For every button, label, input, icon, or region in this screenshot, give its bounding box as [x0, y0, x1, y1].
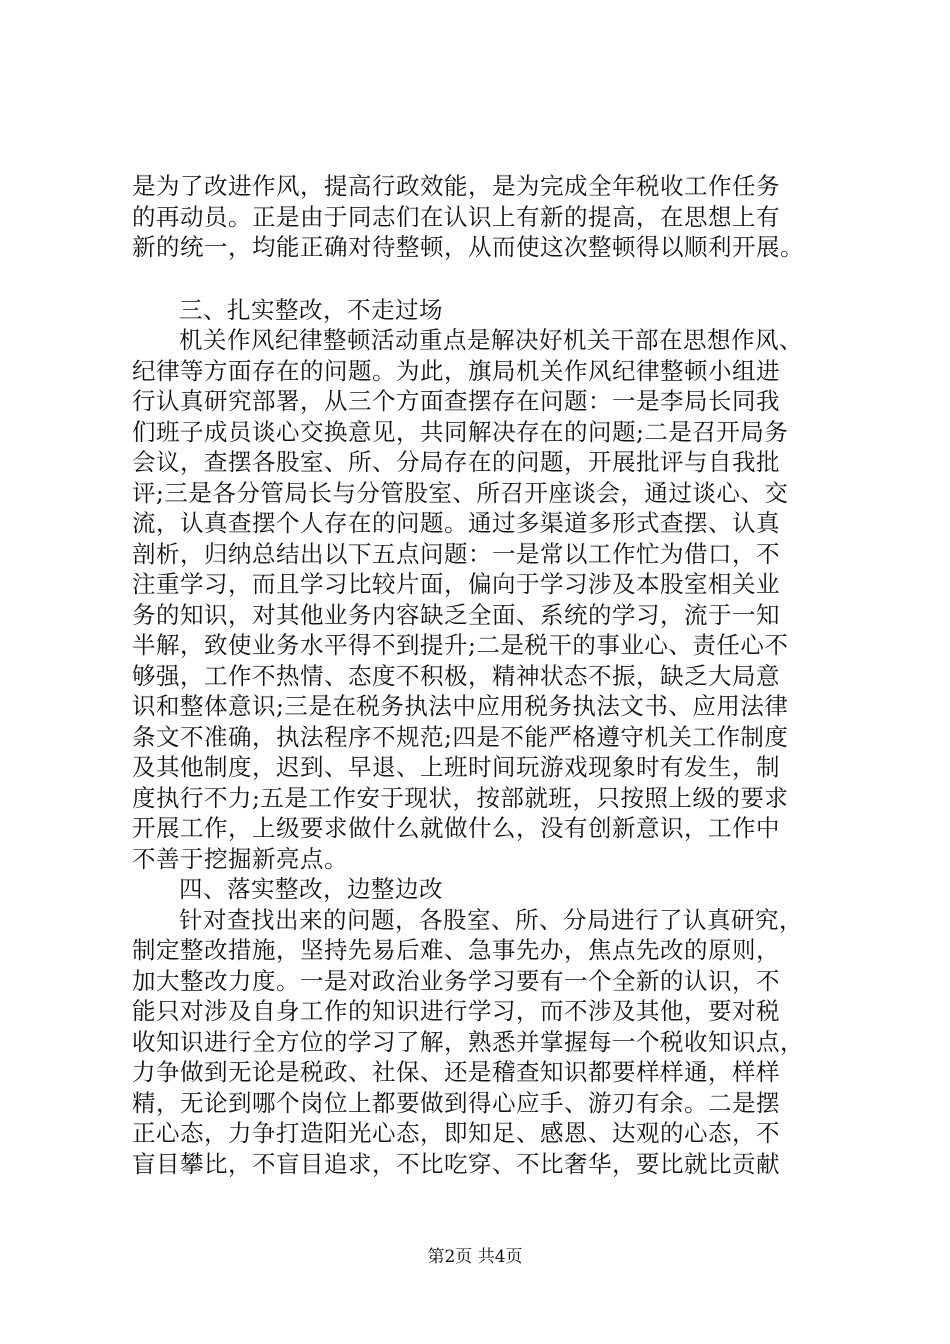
text-line: 够强，工作不热情、态度不积极，精神状态不振，缺乏大局意 [132, 661, 780, 690]
paragraph-gap [132, 263, 852, 295]
text-line: 度执行不力;五是工作安于现状，按部就班，只按照上级的要求 [132, 783, 789, 812]
text-line: 制定整改措施，坚持先易后难、急事先办，焦点先改的原则， [132, 936, 780, 964]
text-line: 及其他制度，迟到、早退、上班时间玩游戏现象时有发生，制 [132, 753, 780, 781]
section-heading-4: 四、落实整改，边整边改 [179, 875, 443, 903]
text-line: 盲目攀比，不盲目追求，不比吃穿、不比奢华，要比就比贡献 [132, 1149, 780, 1178]
text-line: 们班子成员谈心交换意见，共同解决存在的问题;二是召开局务 [132, 417, 789, 446]
text-line: 新的统一，均能正确对待整顿，从而使这次整顿得以顺利开展。 [132, 233, 804, 261]
text-line: 开展工作，上级要求做什么就做什么，没有创新意识，工作中 [132, 814, 780, 842]
text-line: 的再动员。正是由于同志们在认识上有新的提高，在思想上有 [132, 202, 780, 231]
text-line: 流，认真查摆个人存在的问题。通过多渠道多形式查摆、认真 [132, 509, 780, 537]
text-line: 会议，查摆各股室、所、分局存在的问题，开展批评与自我批 [132, 448, 780, 476]
text-line: 识和整体意识;三是在税务执法中应用税务执法文书、应用法律 [132, 692, 789, 720]
text-line: 评;三是各分管局长与分管股室、所召开座谈会，通过谈心、交 [132, 478, 789, 507]
document-body [132, 171, 852, 1179]
text-line: 行认真研究部署，从三个方面查摆存在问题：一是李局长同我 [132, 387, 780, 415]
text-line: 力争做到无论是税政、社保、还是稽查知识都要样样通，样样 [132, 1058, 780, 1086]
text-line: 能只对涉及自身工作的知识进行学习，而不涉及其他，要对税 [132, 997, 780, 1025]
text-line: 不善于挖掘新亮点。 [132, 844, 348, 873]
text-line: 条文不准确，执法程序不规范;四是不能严格遵守机关工作制度 [132, 722, 789, 751]
text-line: 收知识进行全方位的学习了解，熟悉并掌握每一个税收知识点， [132, 1027, 804, 1056]
text-line: 半解，致使业务水平得不到提升;二是税干的事业心、责任心不 [132, 631, 789, 659]
text-line: 是为了改进作风，提高行政效能，是为完成全年税收工作任务 [132, 172, 780, 200]
section-heading-3: 三、扎实整改，不走过场 [179, 295, 443, 324]
text-line: 机关作风纪律整顿活动重点是解决好机关干部在思想作风、 [179, 326, 803, 354]
text-line: 剖析，归纳总结出以下五点问题：一是常以工作忙为借口，不 [132, 539, 780, 568]
page-number-footer: 第2页 共4页 [427, 1247, 523, 1267]
text-line: 加大整改力度。一是对政治业务学习要有一个全新的认识，不 [132, 966, 780, 995]
text-line: 精，无论到哪个岗位上都要做到得心应手、游刃有余。二是摆 [132, 1088, 780, 1117]
text-line: 针对查找出来的问题，各股室、所、分局进行了认真研究， [179, 905, 803, 934]
text-line: 务的知识，对其他业务内容缺乏全面、系统的学习，流于一知 [132, 600, 780, 629]
text-line: 纪律等方面存在的问题。为此，旗局机关作风纪律整顿小组进 [132, 356, 780, 385]
text-line: 注重学习，而且学习比较片面，偏向于学习涉及本股室相关业 [132, 570, 780, 598]
text-line: 正心态，力争打造阳光心态，即知足、感恩、达观的心态，不 [132, 1119, 780, 1147]
